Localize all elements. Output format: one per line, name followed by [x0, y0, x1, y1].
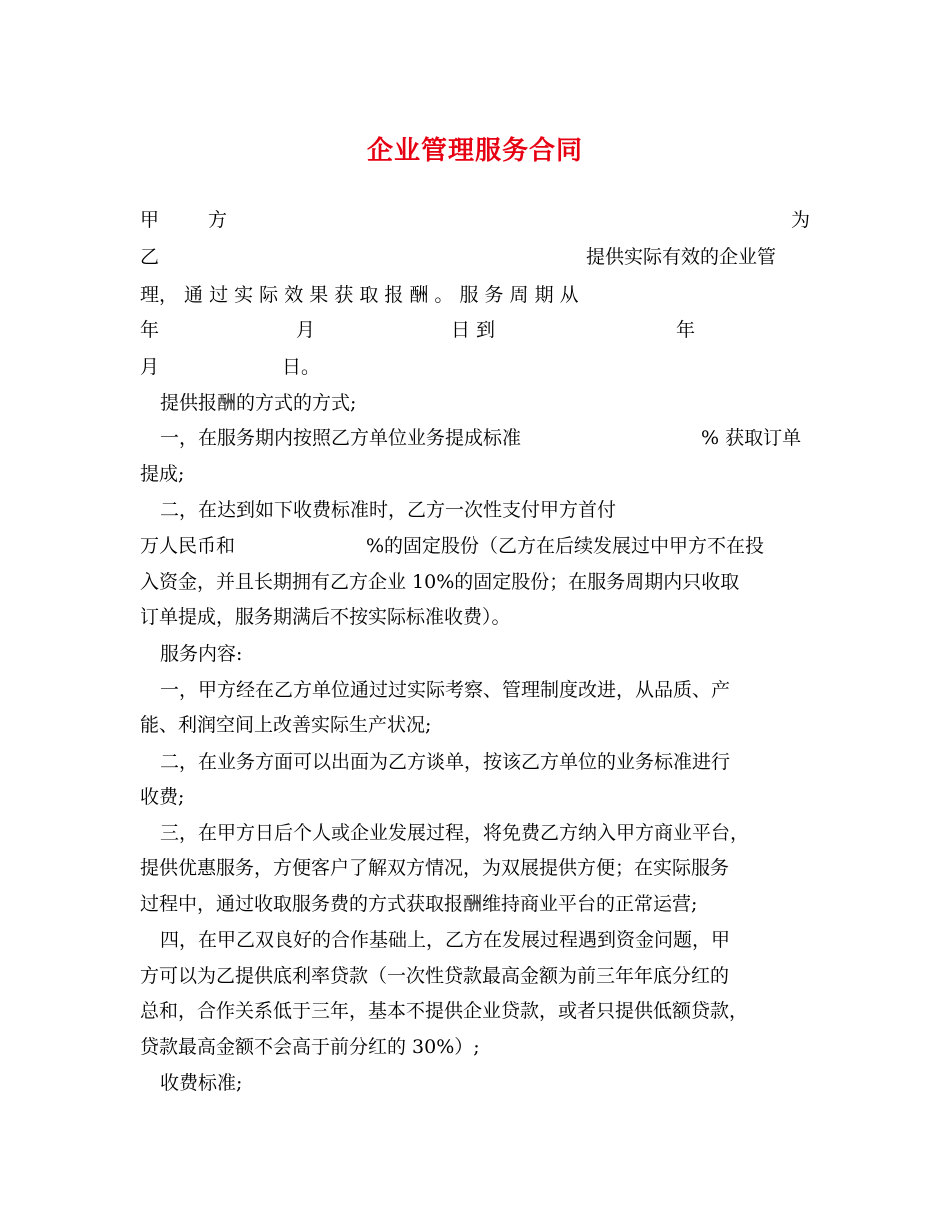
service-item-4-cont-2: 总和，合作关系低于三年，基本不提供企业贷款，或者只提供低额贷款， [140, 1000, 749, 1022]
payment-item-2: 二，在达到如下收费标准时，乙方一次性支付甲方首付 [160, 499, 617, 521]
service-item-4: 四，在甲乙双良好的合作基础上，乙方在发展过程遇到资金问题，甲 [160, 929, 731, 951]
date-month-1: 月 [296, 319, 316, 341]
service-item-3: 三，在甲方日后个人或企业发展过程，将免费乙方纳入甲方商业平台， [160, 822, 750, 844]
fee-heading: 收费标准; [160, 1072, 243, 1094]
service-item-1-cont: 能、利润空间上改善实际生产状况; [140, 714, 432, 736]
party-b-label: 乙 [140, 246, 160, 268]
header-for: 为 [791, 209, 811, 231]
service-item-1: 一，甲方经在乙方单位通过过实际考察、管理制度改进，从品质、产 [160, 679, 731, 701]
service-item-4-cont-1: 方可以为乙提供底利率贷款（一次性贷款最高金额为前三年年底分红的 [140, 965, 730, 987]
document-title: 企业管理服务合同 [366, 136, 583, 166]
service-item-2: 二，在业务方面可以出面为乙方谈单，按该乙方单位的业务标准进行 [160, 751, 731, 773]
payment-item-1-percent: % 获取订单 [701, 427, 802, 449]
service-item-3-cont-2: 过程中，通过收取服务费的方式获取报酬维持商业平台的正常运营; [140, 893, 698, 915]
payment-item-1-cont: 提成; [140, 463, 185, 485]
date-year-1: 年 [140, 319, 160, 341]
party-a-label-1: 甲 [140, 209, 160, 231]
payment-heading: 提供报酬的方式的方式; [160, 392, 357, 414]
date-day-2: 日。 [282, 356, 321, 378]
service-item-4-cont-3: 贷款最高金额不会高于前分红的 30%）; [140, 1036, 480, 1058]
payment-item-1: 一，在服务期内按照乙方单位业务提成标准 [160, 427, 522, 449]
payment-item-2-rmb: 万人民币和 [140, 535, 236, 557]
payment-item-2-cont-1: 入资金，并且长期拥有乙方企业 10%的固定股份；在服务周期内只收取 [140, 571, 740, 593]
party-a-label-2: 方 [208, 209, 228, 231]
date-month-2: 月 [140, 356, 160, 378]
service-item-2-cont: 收费; [140, 786, 185, 808]
payment-item-2-equity: %的固定股份（乙方在后续发展过中甲方不在投 [366, 535, 765, 557]
header-service-period: 理， 通 过 实 际 效 果 获 取 报 酬 。 服 务 周 期 从 [140, 284, 579, 306]
payment-item-2-cont-2: 订单提成，服务期满后不按实际标准收费）。 [140, 606, 511, 628]
header-provide: 提供实际有效的企业管 [586, 246, 777, 268]
service-heading: 服务内容: [160, 643, 243, 665]
date-day-to: 日 到 [451, 319, 496, 341]
service-item-3-cont-1: 提供优惠服务，方便客户了解双方情况，为双展提供方便；在实际服务 [140, 857, 730, 879]
date-year-2: 年 [676, 319, 696, 341]
